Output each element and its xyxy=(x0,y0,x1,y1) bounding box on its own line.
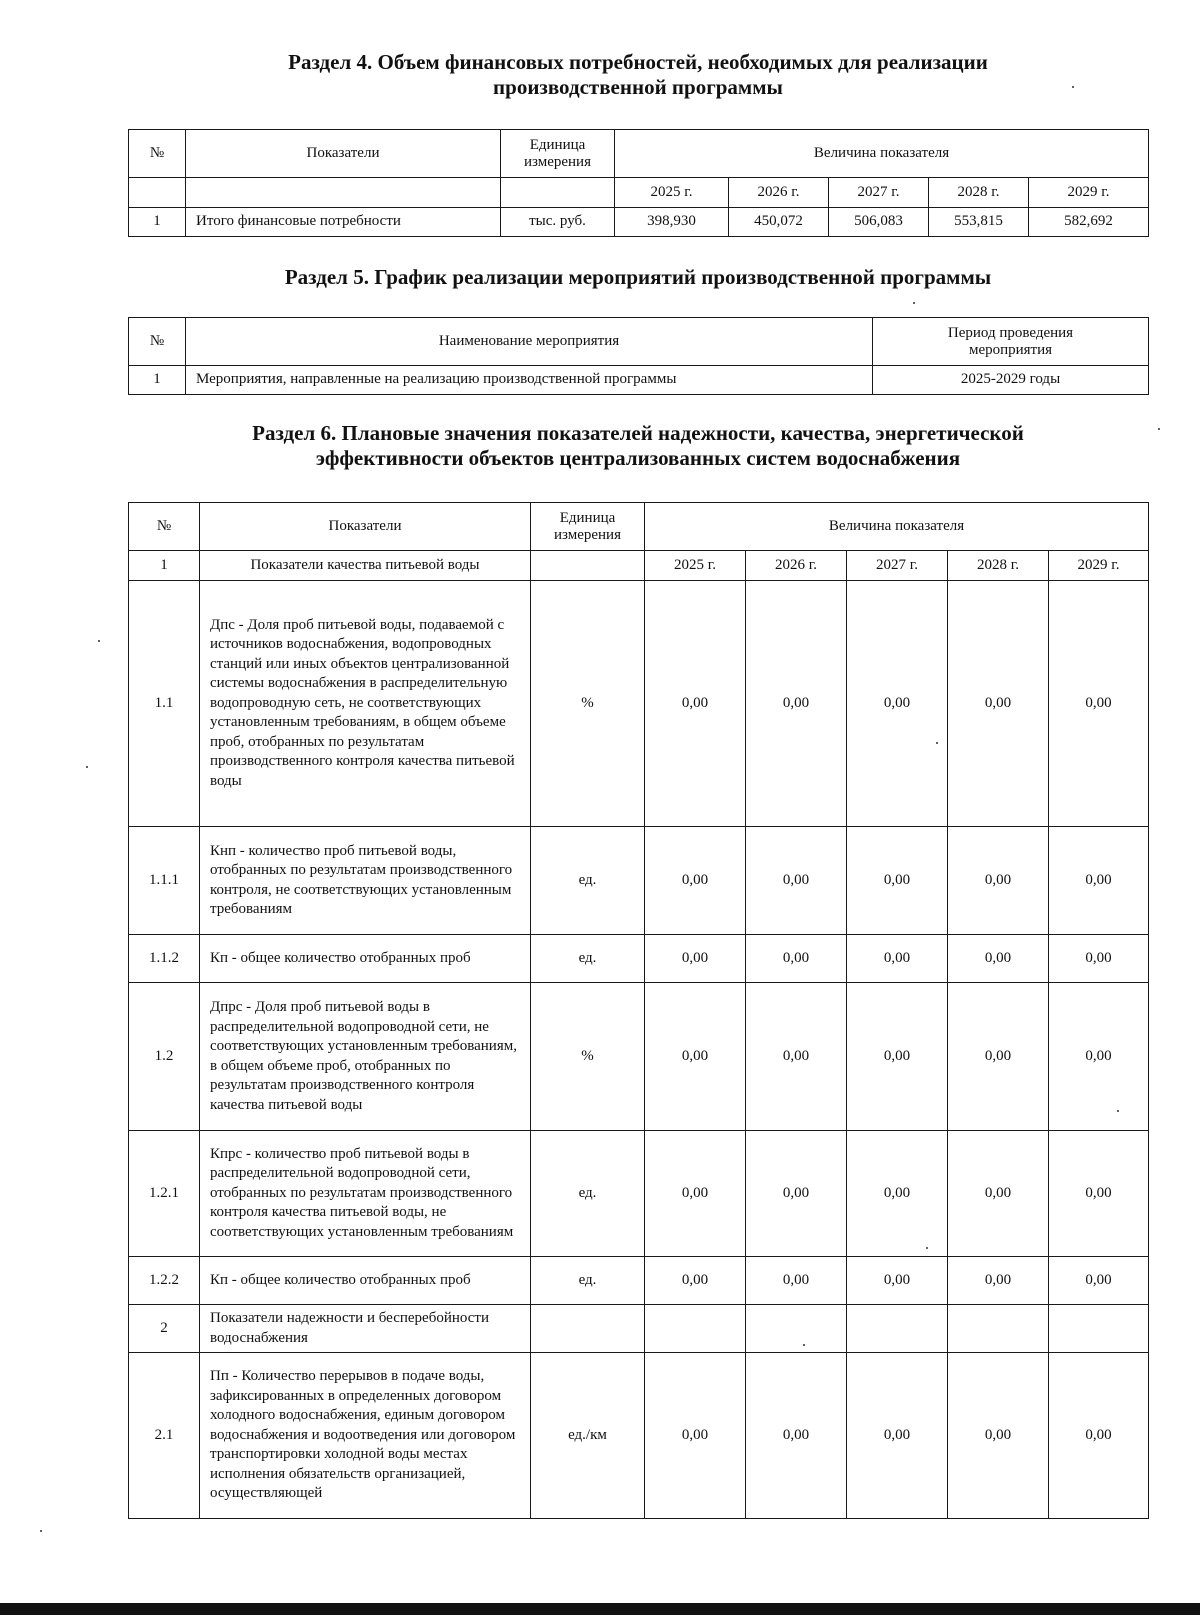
row-unit: ед. xyxy=(531,935,645,983)
row-label: Кп - общее количество отобранных проб xyxy=(200,1257,531,1305)
value-cell: 0,00 xyxy=(746,1131,847,1257)
value-cell xyxy=(948,1305,1049,1353)
scan-speck xyxy=(926,1247,928,1249)
row-num: 1.2.2 xyxy=(129,1257,200,1305)
value-cell: 0,00 xyxy=(847,1131,948,1257)
value-cell: 0,00 xyxy=(948,983,1049,1131)
value-cell: 0,00 xyxy=(746,1353,847,1519)
row-label: Пп - Количество перерывов в подаче воды, зафиксированных в определенных договором холодного водоснабжения, единым договором водоснабжения и водоотведения или договором транспортировки холодной воды местах исполнения обязательств организацией, осуществляющей xyxy=(200,1353,531,1519)
year-cell: 2029 г. xyxy=(1049,551,1149,581)
year-cell: 2026 г. xyxy=(729,178,829,208)
table-header-row xyxy=(129,130,1149,178)
table-row xyxy=(129,935,1149,983)
value-cell: 0,00 xyxy=(645,827,746,935)
year-cell: 2026 г. xyxy=(746,551,847,581)
value-cell: 0,00 xyxy=(948,827,1049,935)
value-cell: 0,00 xyxy=(1049,1257,1149,1305)
scan-speck xyxy=(1072,86,1074,88)
section5-title: Раздел 5. График реализации мероприятий производственной программы xyxy=(284,265,992,289)
row-unit: ед./км xyxy=(531,1353,645,1519)
row-num: 1.2 xyxy=(129,983,200,1131)
year-cell: 2028 г. xyxy=(929,178,1029,208)
value-cell: 0,00 xyxy=(948,935,1049,983)
table-row xyxy=(129,827,1149,935)
table-header-row xyxy=(129,503,1149,551)
scan-speck xyxy=(1158,428,1160,430)
value-cell: 0,00 xyxy=(847,581,948,827)
value-cell: 0,00 xyxy=(746,581,847,827)
section4-table xyxy=(128,129,1149,237)
row-unit: ед. xyxy=(531,827,645,935)
scan-speck xyxy=(936,742,938,744)
row-label: Итого финансовые потребности xyxy=(186,208,501,237)
section5-table xyxy=(128,317,1149,395)
header-unit: Единица измерения xyxy=(531,503,645,551)
value-cell: 582,692 xyxy=(1029,208,1149,237)
table-row xyxy=(129,1257,1149,1305)
section4-title-line1: Раздел 4. Объем финансовых потребностей, необходимых для реализации xyxy=(288,50,988,74)
row-label: Кп - общее количество отобранных проб xyxy=(200,935,531,983)
value-cell: 0,00 xyxy=(645,1257,746,1305)
value-cell: 0,00 xyxy=(948,1257,1049,1305)
row-label: Кпрс - количество проб питьевой воды в распределительной водопроводной сети, отобранных по результатам производственного контроля качества питьевой воды, не соответствующих установленным требованиям xyxy=(200,1131,531,1257)
value-cell: 0,00 xyxy=(645,581,746,827)
value-cell: 450,072 xyxy=(729,208,829,237)
row-num: 2 xyxy=(129,1305,200,1353)
value-cell: 0,00 xyxy=(847,1257,948,1305)
year-cell: 2025 г. xyxy=(615,178,729,208)
value-cell: 506,083 xyxy=(829,208,929,237)
table-row xyxy=(129,581,1149,827)
row-unit xyxy=(531,1305,645,1353)
scan-speck xyxy=(86,766,88,768)
table-row xyxy=(129,1131,1149,1257)
row-unit: тыс. руб. xyxy=(501,208,615,237)
table-row xyxy=(129,983,1149,1131)
value-cell: 0,00 xyxy=(1049,983,1149,1131)
value-cell: 0,00 xyxy=(645,983,746,1131)
table-row xyxy=(129,208,1149,237)
header-num: № xyxy=(129,503,200,551)
value-cell xyxy=(1049,1305,1149,1353)
header-value: Величина показателя xyxy=(615,130,1149,178)
row-label: Показатели надежности и бесперебойности водоснабжения xyxy=(200,1305,531,1353)
header-value: Величина показателя xyxy=(645,503,1149,551)
scan-speck xyxy=(98,640,100,642)
row-unit: % xyxy=(531,581,645,827)
row-name: Мероприятия, направленные на реализацию производственной программы xyxy=(186,366,873,395)
table-years-row xyxy=(129,178,1149,208)
row-num: 1.2.1 xyxy=(129,1131,200,1257)
section6-title-line2: эффективности объектов централизованных систем водоснабжения xyxy=(315,446,961,470)
section6-title xyxy=(128,421,1148,471)
header-indicator: Показатели xyxy=(200,503,531,551)
value-cell: 0,00 xyxy=(847,827,948,935)
row-label: Дпс - Доля проб питьевой воды, подаваемой с источников водоснабжения, водопроводных станций или иных объектов централизованной системы водоснабжения в распределительную водопроводную сеть, не соответствующих установленным требованиям, в общем объеме проб, отобранных по результатам производственного контроля качества питьевой воды xyxy=(200,581,531,827)
row-unit: ед. xyxy=(531,1131,645,1257)
value-cell xyxy=(645,1305,746,1353)
value-cell: 0,00 xyxy=(645,1131,746,1257)
value-cell: 0,00 xyxy=(948,581,1049,827)
value-cell: 0,00 xyxy=(948,1353,1049,1519)
header-period: Период проведения мероприятия xyxy=(873,318,1149,366)
year-cell: 2025 г. xyxy=(645,551,746,581)
row-unit: % xyxy=(531,983,645,1131)
table-header-row xyxy=(129,318,1149,366)
header-unit: Единица измерения xyxy=(501,130,615,178)
header-name: Наименование мероприятия xyxy=(186,318,873,366)
row-unit: ед. xyxy=(531,1257,645,1305)
header-num: № xyxy=(129,130,186,178)
table-row xyxy=(129,366,1149,395)
value-cell: 0,00 xyxy=(645,935,746,983)
row-label: Кнп - количество проб питьевой воды, отобранных по результатам производственного контроля, не соответствующих установленным требованиям xyxy=(200,827,531,935)
scan-speck xyxy=(40,1530,42,1532)
value-cell: 553,815 xyxy=(929,208,1029,237)
value-cell: 0,00 xyxy=(847,1353,948,1519)
value-cell: 0,00 xyxy=(645,1353,746,1519)
year-cell: 2028 г. xyxy=(948,551,1049,581)
row-num: 2.1 xyxy=(129,1353,200,1519)
group-row xyxy=(129,551,1149,581)
value-cell: 0,00 xyxy=(1049,581,1149,827)
value-cell: 0,00 xyxy=(746,935,847,983)
scan-speck xyxy=(913,302,915,304)
value-cell xyxy=(746,1305,847,1353)
row-label: Дпрс - Доля проб питьевой воды в распределительной водопроводной сети, не соответствующих установленным требованиям, в общем объеме проб, отобранных по результатам производственного контроля качества питьевой воды xyxy=(200,983,531,1131)
section4-title xyxy=(128,50,1148,100)
section4-title-line2: производственной программы xyxy=(493,75,783,99)
value-cell: 0,00 xyxy=(1049,1353,1149,1519)
group-num: 1 xyxy=(129,551,200,581)
value-cell: 398,930 xyxy=(615,208,729,237)
value-cell: 0,00 xyxy=(1049,827,1149,935)
year-cell: 2029 г. xyxy=(1029,178,1149,208)
value-cell: 0,00 xyxy=(746,983,847,1131)
value-cell xyxy=(847,1305,948,1353)
scan-bottom-edge xyxy=(0,1603,1200,1615)
row-num: 1.1.1 xyxy=(129,827,200,935)
year-cell: 2027 г. xyxy=(829,178,929,208)
year-cell: 2027 г. xyxy=(847,551,948,581)
table-row xyxy=(129,1353,1149,1519)
value-cell: 0,00 xyxy=(847,935,948,983)
header-num: № xyxy=(129,318,186,366)
group-label: Показатели качества питьевой воды xyxy=(200,551,531,581)
header-indicator: Показатели xyxy=(186,130,501,178)
scan-speck xyxy=(1117,1110,1119,1112)
value-cell: 0,00 xyxy=(746,1257,847,1305)
row-num: 1.1.2 xyxy=(129,935,200,983)
value-cell: 0,00 xyxy=(1049,935,1149,983)
group-row xyxy=(129,1305,1149,1353)
value-cell: 0,00 xyxy=(847,983,948,1131)
section6-table xyxy=(128,502,1149,1519)
row-num: 1 xyxy=(129,208,186,237)
scan-speck xyxy=(803,1344,805,1346)
value-cell: 0,00 xyxy=(746,827,847,935)
value-cell: 0,00 xyxy=(948,1131,1049,1257)
row-num: 1.1 xyxy=(129,581,200,827)
value-cell: 0,00 xyxy=(1049,1131,1149,1257)
row-period: 2025-2029 годы xyxy=(873,366,1149,395)
row-num: 1 xyxy=(129,366,186,395)
section6-title-line1: Раздел 6. Плановые значения показателей надежности, качества, энергетической xyxy=(252,421,1024,445)
